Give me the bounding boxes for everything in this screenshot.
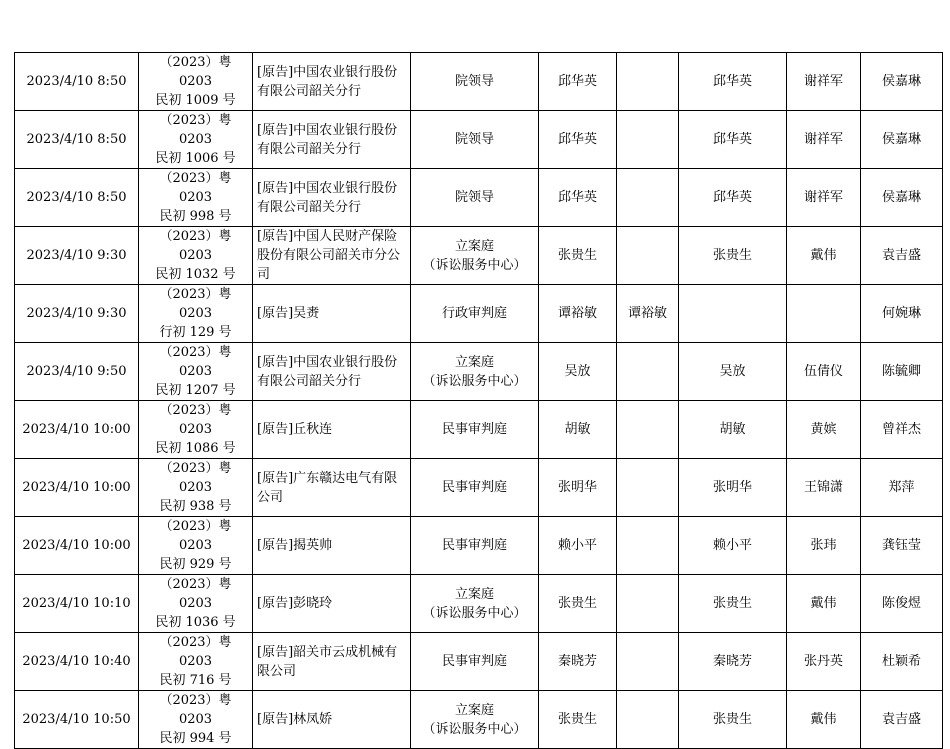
clerk: 陈毓卿 bbox=[861, 343, 943, 401]
hearing-time: 2023/4/10 9:30 bbox=[15, 285, 139, 343]
judge: 张贵生 bbox=[539, 575, 617, 633]
table-row bbox=[15, 691, 943, 749]
department: 民事审判庭 bbox=[411, 459, 539, 517]
juror: 谢祥军 bbox=[787, 111, 861, 169]
presiding-judge bbox=[679, 285, 787, 343]
department: 行政审判庭 bbox=[411, 285, 539, 343]
clerk: 袁吉盛 bbox=[861, 691, 943, 749]
party: [原告]揭英帅 bbox=[253, 517, 411, 575]
table-row bbox=[15, 517, 943, 575]
case-number: （2023）粤 0203 民初 1036 号 bbox=[139, 575, 253, 633]
department: 民事审判庭 bbox=[411, 633, 539, 691]
hearing-time: 2023/4/10 8:50 bbox=[15, 53, 139, 111]
presiding-judge: 邱华英 bbox=[679, 53, 787, 111]
judge: 邱华英 bbox=[539, 53, 617, 111]
party: [原告]韶关市云成机械有限公司 bbox=[253, 633, 411, 691]
juror: 戴伟 bbox=[787, 691, 861, 749]
party: [原告]丘秋连 bbox=[253, 401, 411, 459]
juror: 张丹英 bbox=[787, 633, 861, 691]
table-row bbox=[15, 53, 943, 111]
juror: 谢祥军 bbox=[787, 169, 861, 227]
presiding-judge: 邱华英 bbox=[679, 169, 787, 227]
judge-secondary bbox=[617, 459, 679, 517]
juror: 王锦潇 bbox=[787, 459, 861, 517]
party: [原告]中国农业银行股份有限公司韶关分行 bbox=[253, 343, 411, 401]
table-row bbox=[15, 227, 943, 285]
department: 院领导 bbox=[411, 169, 539, 227]
presiding-judge: 张贵生 bbox=[679, 227, 787, 285]
party: [原告]吴赉 bbox=[253, 285, 411, 343]
hearing-schedule-table bbox=[14, 52, 943, 749]
party: [原告]彭晓玲 bbox=[253, 575, 411, 633]
case-number: （2023）粤 0203 民初 1009 号 bbox=[139, 53, 253, 111]
clerk: 杜颖希 bbox=[861, 633, 943, 691]
table-row bbox=[15, 575, 943, 633]
judge: 张贵生 bbox=[539, 227, 617, 285]
juror: 戴伟 bbox=[787, 575, 861, 633]
clerk: 郑萍 bbox=[861, 459, 943, 517]
judge-secondary bbox=[617, 575, 679, 633]
hearing-time: 2023/4/10 10:10 bbox=[15, 575, 139, 633]
table-row bbox=[15, 111, 943, 169]
party: [原告]广东赣达电气有限公司 bbox=[253, 459, 411, 517]
case-number: （2023）粤 0203 民初 929 号 bbox=[139, 517, 253, 575]
presiding-judge: 张贵生 bbox=[679, 575, 787, 633]
table-row bbox=[15, 633, 943, 691]
hearing-time: 2023/4/10 10:00 bbox=[15, 459, 139, 517]
clerk: 陈俊煜 bbox=[861, 575, 943, 633]
judge: 张贵生 bbox=[539, 691, 617, 749]
clerk: 何婉琳 bbox=[861, 285, 943, 343]
judge: 邱华英 bbox=[539, 169, 617, 227]
case-number: （2023）粤 0203 民初 1006 号 bbox=[139, 111, 253, 169]
department: 立案庭 （诉讼服务中心） bbox=[411, 343, 539, 401]
presiding-judge: 张明华 bbox=[679, 459, 787, 517]
clerk: 曾祥杰 bbox=[861, 401, 943, 459]
judge: 邱华英 bbox=[539, 111, 617, 169]
presiding-judge: 胡敏 bbox=[679, 401, 787, 459]
clerk: 侯嘉琳 bbox=[861, 169, 943, 227]
case-number: （2023）粤 0203 民初 938 号 bbox=[139, 459, 253, 517]
party: [原告]中国农业银行股份有限公司韶关分行 bbox=[253, 53, 411, 111]
clerk: 龚钰莹 bbox=[861, 517, 943, 575]
juror: 谢祥军 bbox=[787, 53, 861, 111]
juror: 黄嫔 bbox=[787, 401, 861, 459]
hearing-time: 2023/4/10 9:30 bbox=[15, 227, 139, 285]
judge: 胡敏 bbox=[539, 401, 617, 459]
judge-secondary bbox=[617, 401, 679, 459]
juror bbox=[787, 285, 861, 343]
case-number: （2023）粤 0203 民初 1207 号 bbox=[139, 343, 253, 401]
clerk: 侯嘉琳 bbox=[861, 53, 943, 111]
presiding-judge: 吴放 bbox=[679, 343, 787, 401]
juror: 张玮 bbox=[787, 517, 861, 575]
judge-secondary bbox=[617, 111, 679, 169]
judge-secondary bbox=[617, 691, 679, 749]
party: [原告]中国人民财产保险股份有限公司韶关市分公司 bbox=[253, 227, 411, 285]
hearing-time: 2023/4/10 10:50 bbox=[15, 691, 139, 749]
juror: 戴伟 bbox=[787, 227, 861, 285]
table-row bbox=[15, 285, 943, 343]
judge: 赖小平 bbox=[539, 517, 617, 575]
judge-secondary bbox=[617, 343, 679, 401]
hearing-time: 2023/4/10 10:00 bbox=[15, 401, 139, 459]
judge-secondary bbox=[617, 53, 679, 111]
case-number: （2023）粤 0203 民初 1086 号 bbox=[139, 401, 253, 459]
hearing-time: 2023/4/10 8:50 bbox=[15, 169, 139, 227]
judge-secondary bbox=[617, 517, 679, 575]
judge-secondary bbox=[617, 227, 679, 285]
presiding-judge: 邱华英 bbox=[679, 111, 787, 169]
presiding-judge: 赖小平 bbox=[679, 517, 787, 575]
judge-secondary bbox=[617, 169, 679, 227]
party: [原告]林凤娇 bbox=[253, 691, 411, 749]
case-number: （2023）粤 0203 民初 994 号 bbox=[139, 691, 253, 749]
party: [原告]中国农业银行股份有限公司韶关分行 bbox=[253, 169, 411, 227]
judge: 张明华 bbox=[539, 459, 617, 517]
judge-secondary: 谭裕敏 bbox=[617, 285, 679, 343]
presiding-judge: 秦晓芳 bbox=[679, 633, 787, 691]
judge: 秦晓芳 bbox=[539, 633, 617, 691]
department: 立案庭 （诉讼服务中心） bbox=[411, 227, 539, 285]
table-row bbox=[15, 401, 943, 459]
case-number: （2023）粤 0203 民初 716 号 bbox=[139, 633, 253, 691]
department: 院领导 bbox=[411, 53, 539, 111]
department: 院领导 bbox=[411, 111, 539, 169]
judge: 吴放 bbox=[539, 343, 617, 401]
clerk: 侯嘉琳 bbox=[861, 111, 943, 169]
table-row bbox=[15, 343, 943, 401]
hearing-time: 2023/4/10 10:00 bbox=[15, 517, 139, 575]
case-number: （2023）粤 0203 民初 998 号 bbox=[139, 169, 253, 227]
department: 立案庭 （诉讼服务中心） bbox=[411, 691, 539, 749]
department: 立案庭 （诉讼服务中心） bbox=[411, 575, 539, 633]
hearing-time: 2023/4/10 10:40 bbox=[15, 633, 139, 691]
judge-secondary bbox=[617, 633, 679, 691]
table-row bbox=[15, 459, 943, 517]
department: 民事审判庭 bbox=[411, 401, 539, 459]
case-number: （2023）粤 0203 民初 1032 号 bbox=[139, 227, 253, 285]
juror: 伍倩仪 bbox=[787, 343, 861, 401]
hearing-time: 2023/4/10 9:50 bbox=[15, 343, 139, 401]
case-number: （2023）粤 0203 行初 129 号 bbox=[139, 285, 253, 343]
hearing-time: 2023/4/10 8:50 bbox=[15, 111, 139, 169]
party: [原告]中国农业银行股份有限公司韶关分行 bbox=[253, 111, 411, 169]
judge: 谭裕敏 bbox=[539, 285, 617, 343]
clerk: 袁吉盛 bbox=[861, 227, 943, 285]
presiding-judge: 张贵生 bbox=[679, 691, 787, 749]
table-row bbox=[15, 169, 943, 227]
department: 民事审判庭 bbox=[411, 517, 539, 575]
